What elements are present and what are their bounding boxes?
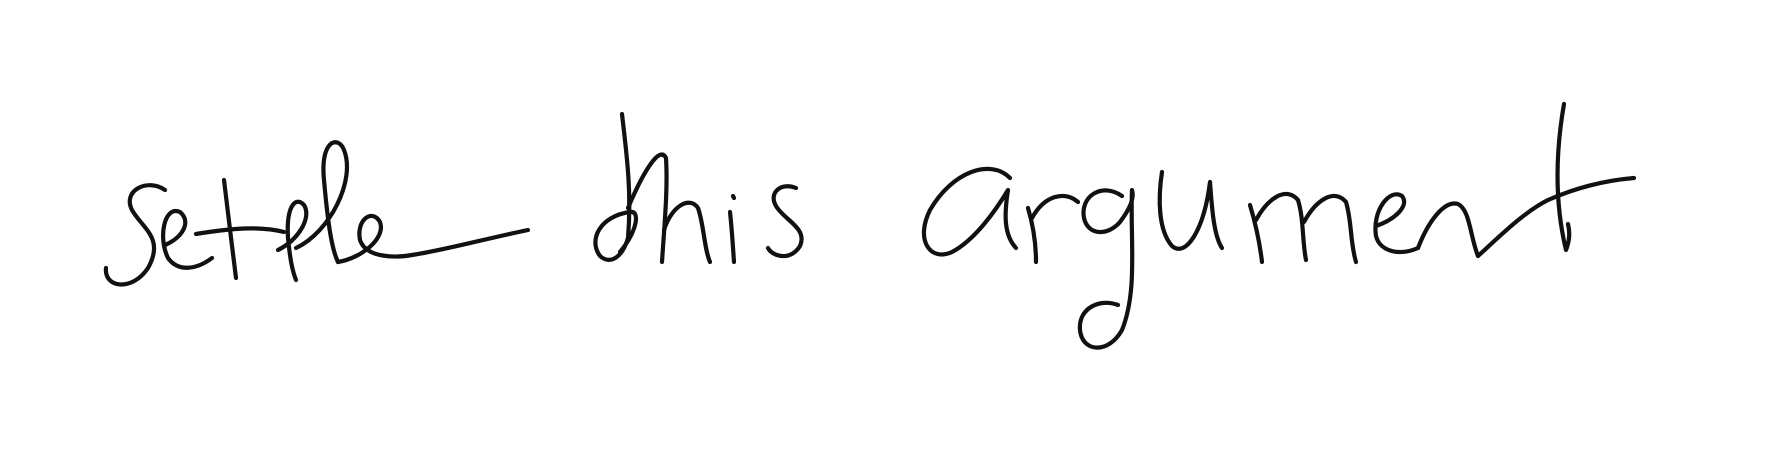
handwritten-word-argument: [924, 104, 1634, 348]
handwritten-word-this: [595, 114, 801, 262]
handwritten-word-settle: [106, 142, 528, 284]
